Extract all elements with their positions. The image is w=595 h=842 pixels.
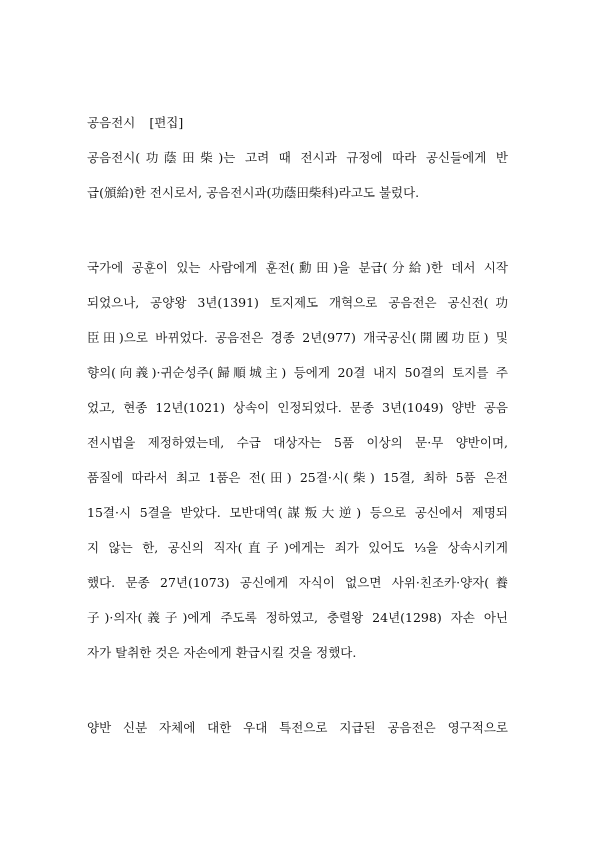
section-title: 공음전시 xyxy=(87,115,136,130)
paragraph-3-line-1: 양반 신분 자체에 대한 우대 특전으로 지급된 공음전은 영구적으로 xyxy=(87,720,508,735)
paragraph-2-line-12: 자가 탈취한 것은 자손에게 환급시킬 것을 정했다. xyxy=(87,645,357,660)
paragraph-2-line-1: 국가에 공훈이 있는 사람에게 훈전(勳田)을 분급(分給)한 데서 시작 xyxy=(87,260,508,275)
paragraph-2-line-5: 었고, 현종 12년(1021) 상속이 인정되었다. 문종 3년(1049) 양반 공음 xyxy=(87,400,508,415)
paragraph-2-line-6: 전시법을 제정하였는데, 수급 대상자는 5품 이상의 문·무 양반이며, xyxy=(87,435,508,450)
paragraph-2-line-7: 품질에 따라서 최고 1품은 전(田) 25결·시(柴) 15결, 최하 5품 은전 xyxy=(87,470,508,485)
paragraph-1-line-2: 급(頒給)한 전시로서, 공음전시과(功蔭田柴科)라고도 불렀다. xyxy=(87,185,420,200)
paragraph-2-line-11: 子)·의자(義子)에게 주도록 정하였고, 충렬왕 24년(1298) 자손 아닌 xyxy=(87,610,508,625)
paragraph-1-line-1: 공음전시(功蔭田柴)는 고려 때 전시과 규정에 따라 공신들에게 반 xyxy=(87,150,508,165)
paragraph-2-line-8: 15결·시 5결을 받았다. 모반대역(謀叛大逆) 등으로 공신에서 제명되 xyxy=(87,505,508,520)
paragraph-2-line-3: 臣田)으로 바뀌었다. 공음전은 경종 2년(977) 개국공신(開國功臣) 및 xyxy=(87,330,508,345)
paragraph-2-line-4: 향의(向義)·귀순성주(歸順城主) 등에게 20결 내지 50결의 토지를 주 xyxy=(87,365,508,380)
section-heading xyxy=(87,114,183,132)
paragraph-2-line-10: 했다. 문종 27년(1073) 공신에게 자식이 없으면 사위·친조카·양자(養 xyxy=(87,575,508,590)
edit-link[interactable]: [편집] xyxy=(149,115,184,130)
paragraph-2-line-9: 지 않는 한, 공신의 직자(直子)에게는 죄가 있어도 ⅓을 상속시키게 xyxy=(87,540,508,555)
paragraph-2-line-2: 되었으나, 공양왕 3년(1391) 토지제도 개혁으로 공음전은 공신전(功 xyxy=(87,295,508,310)
